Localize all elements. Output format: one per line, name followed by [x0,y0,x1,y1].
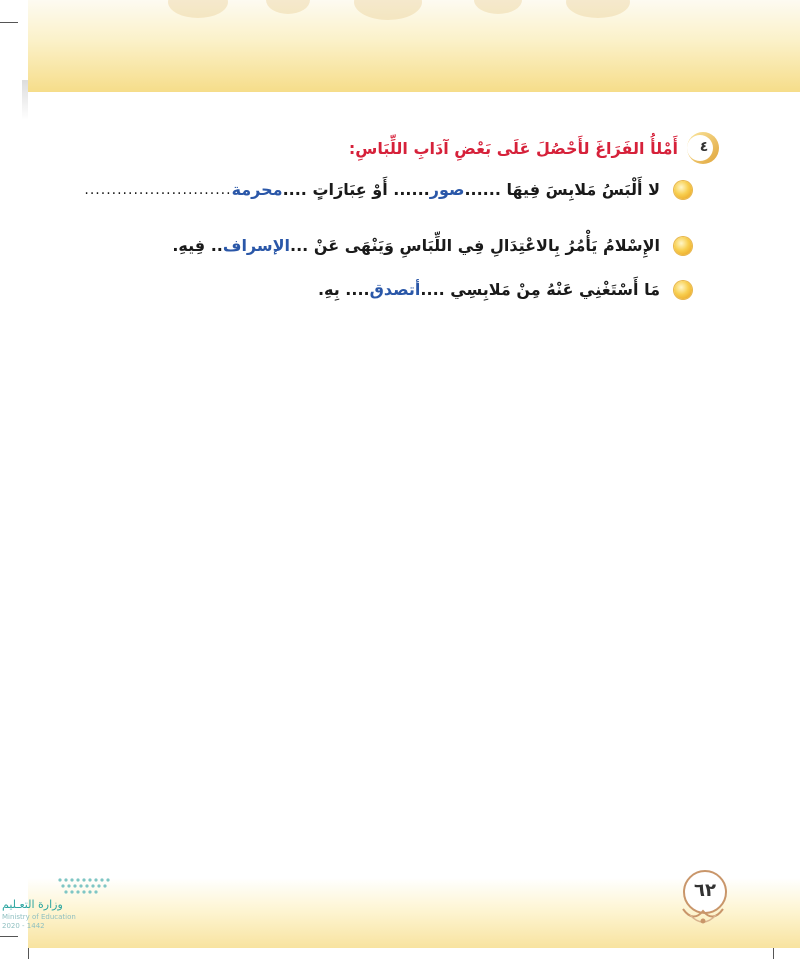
edition-year: 2020 - 1442 [2,922,45,930]
answer-text: محرمة [231,180,283,199]
item-text: .. فِيهِ. [172,236,223,255]
page-number-ornament [678,905,728,927]
list-item [318,280,692,299]
bullet-icon [674,237,692,255]
exercise-section [80,130,720,166]
item-text: ...... أَوْ عِبَارَاتٍ .... [282,180,430,199]
item-text: لا أَلْبَسُ مَلابِسَ فِيهَا ...... [464,180,660,199]
exercise-header [80,130,720,166]
answer-text: الإسراف [222,236,291,255]
crop-mark [0,22,18,23]
crescent-icon [686,131,720,165]
bullet-icon [674,281,692,299]
item-text: .... بِهِ. [317,280,370,299]
exercise-title: أَمْلأُ الفَرَاغَ لأَحْصُلَ عَلَى بَعْضِ آدَابِ اللِّبَاسِ: [348,138,678,158]
page-number: ٦٢ [683,870,727,914]
page-edge-shadow [22,80,28,120]
header-ornament [158,0,678,22]
list-item [172,236,692,255]
list-item [84,180,692,199]
item-text: مَا أَسْتَغْنِي عَنْهُ مِنْ مَلابِسِي .... [420,280,660,299]
exercise-number: ٤ [699,139,709,155]
ministry-name-en: Ministry of Education [2,913,76,921]
ministry-logo-icon [56,876,116,896]
bullet-icon [674,181,692,199]
blank-dots: ........................... [84,181,232,198]
answer-text: أتصدق [369,280,421,299]
header-band [28,0,800,92]
ministry-name: وزارة التعـليم [2,898,63,911]
answer-text: صور [429,180,465,199]
item-text: الإِسْلامُ يَأْمُرُ بِالاعْتِدَالِ فِي اللِّبَاسِ وَيَنْهَى عَنْ ... [290,236,660,255]
crop-mark [0,936,18,937]
ministry-logo [0,876,120,936]
